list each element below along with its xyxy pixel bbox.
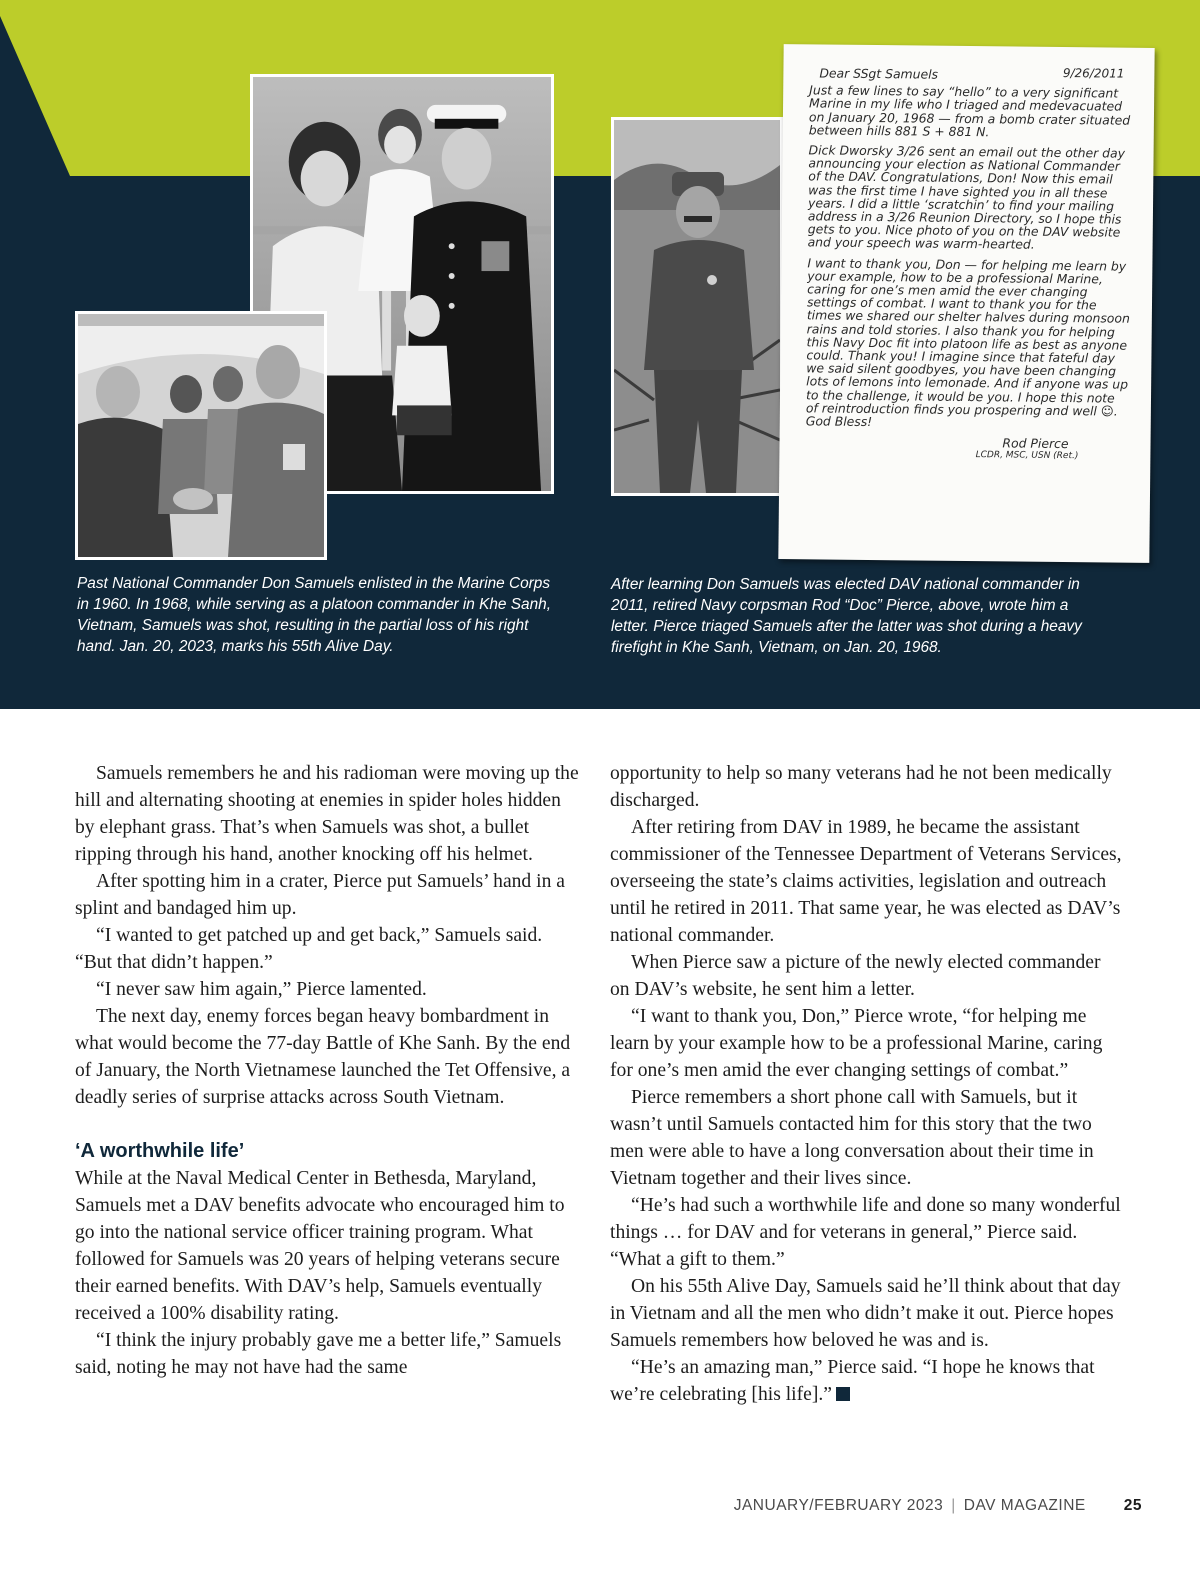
footer-issue: JANUARY/FEBRUARY 2023 <box>733 1497 944 1514</box>
paragraph: “I wanted to get patched up and get back,” Samuels said. “But that didn’t happen.” <box>75 925 543 973</box>
paragraph: “I think the injury probably gave me a better life,” Samuels said, noting he may not have had the same <box>75 1330 562 1378</box>
page-footer <box>560 1497 1142 1515</box>
paragraph: opportunity to help so many veterans had he not been medically discharged. <box>610 763 1112 811</box>
paragraph: “He’s had such a worthwhile life and done so many wonderful things … for DAV and for veterans in general,” Pierce said. “What a gift to them.” <box>610 1195 1121 1270</box>
article-column-left <box>75 760 580 1381</box>
paragraph: The next day, enemy forces began heavy bombardment in what would become the 77-day Battle of Khe Sanh. By the end of January, the North Vietnamese launched the Tet Offensive, a deadly series of surprise attacks across South Vietnam. <box>75 1006 571 1108</box>
handwritten-letter <box>778 44 1154 563</box>
letter-paragraph: I want to thank you, Don — for helping me learn by your example, how to be a professional Marine, caring for one’s men amid the ever changing settings of combat. I want to thank you for the times we shared our shelter halves during monsoon rains and told stories. I also thank you for helping this Navy Doc fit into platoon life as best as anyone could. Thank you! I imagine since that fateful day we said silent goodbyes, you have been changing lots of lemons into lemonade. And if anyone was up to the challenge, it would be you. I hope this note of reintroduction finds you prospering and well ☺. God Bless! <box>805 254 1130 430</box>
paragraph: When Pierce saw a picture of the newly elected commander on DAV’s website, he sent him a letter. <box>610 952 1101 1000</box>
letter-paragraph: Dick Dworsky 3/26 sent an email out the other day announcing your election as National Commander of the DAV. Congratulations, Don! Now this email was the first time I have sighted you in all these years. I did a little ‘scratchin’ to find your mailing address in a 3/26 Reunion Directory, so I hope this gets to you. Nice photo of you on the DAV website and your speech was warm-hearted. <box>807 142 1126 253</box>
end-mark-icon <box>836 1387 850 1401</box>
paragraph-final-text: “He’s an amazing man,” Pierce said. “I hope he knows that we’re celebrating [his life].” <box>610 1357 1095 1405</box>
paragraph: Samuels remembers he and his radioman were moving up the hill and alternating shooting at enemies in spider holes hidden by elephant grass. That’s when Samuels was shot, a bullet ripping through his hand, another knocking off his helmet. <box>75 763 579 865</box>
paragraph: After spotting him in a crater, Pierce put Samuels’ hand in a splint and bandaged him up. <box>75 871 565 919</box>
letter-greeting: Dear SSgt Samuels <box>819 65 939 82</box>
footer-magazine: DAV MAGAZINE <box>963 1497 1086 1514</box>
page-number: 25 <box>1123 1497 1142 1514</box>
footer-separator: | <box>951 1497 956 1514</box>
paragraph: After retiring from DAV in 1989, he became the assistant commissioner of the Tennessee Department of Veterans Services, overseeing the state’s claims activities, legislation and outreach until he retired in 2011. That same year, he was elected as DAV’s national commander. <box>610 817 1122 946</box>
paragraph: On his 55th Alive Day, Samuels said he’ll think about that day in Vietnam and all the men who didn’t make it out. Pierce hopes Samuels remembers how beloved he was and is. <box>610 1276 1121 1351</box>
paragraph-final <box>610 1354 1122 1408</box>
photo-caption-right: After learning Don Samuels was elected DAV national commander in 2011, retired Navy corpsman Rod “Doc” Pierce, above, wrote him a letter. Pierce triaged Samuels after the latter was shot during a heavy firefight in Khe Sanh, Vietnam, on Jan. 20, 1968. <box>611 576 1082 656</box>
photo-caption-left: Past National Commander Don Samuels enlisted in the Marine Corps in 1960. In 1968, while serving as a platoon commander in Khe Sanh, Vietnam, Samuels was shot, resulting in the partial loss of his right hand. Jan. 20, 2023, marks his 55th Alive Day. <box>77 575 551 655</box>
letter-signature: Rod Pierce <box>1002 435 1069 452</box>
paragraph: Pierce remembers a short phone call with Samuels, but it wasn’t until Samuels contacted him for this story that the two men were able to have a long conversation about their time in Vietnam together and their lives since. <box>610 1087 1094 1189</box>
article-column-right <box>610 760 1122 1408</box>
letter-paragraph: Just a few lines to say “hello” to a very significant Marine in my life who I triaged and medevacuated on January 20, 1968 — from a bomb crater situated between hills 881 S + 881 N. <box>808 82 1131 140</box>
handshake-photo <box>75 311 327 560</box>
soldier-photo <box>611 117 783 496</box>
paragraph: While at the Naval Medical Center in Bethesda, Maryland, Samuels met a DAV benefits advocate who encouraged him to go into the national service officer training program. What followed for Samuels was 20 years of helping veterans secure their earned benefits. With DAV’s help, Samuels eventually received a 100% disability rating. <box>75 1168 565 1324</box>
letter-rank: LCDR, MSC, USN (Ret.) <box>975 450 1079 462</box>
letter-date: 9/26/2011 <box>1062 65 1125 81</box>
paragraph: “I want to thank you, Don,” Pierce wrote, “for helping me learn by your example how to be a professional Marine, caring for one’s men amid the ever changing settings of combat.” <box>610 1006 1103 1081</box>
paragraph: “I never saw him again,” Pierce lamented. <box>96 979 427 1000</box>
photo-banner <box>0 0 1200 709</box>
section-subhead: ‘A worthwhile life’ <box>75 1140 245 1162</box>
